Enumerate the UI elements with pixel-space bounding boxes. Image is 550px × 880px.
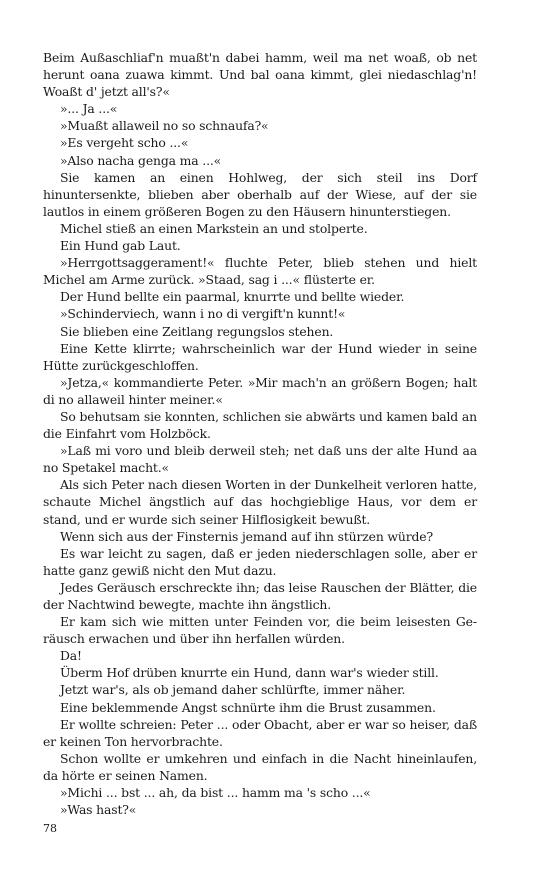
paragraph: Er wollte schreien: Peter ... oder Obacht, aber er war so heiser, daß er keinen Ton hervorbrachte. — [43, 716, 477, 749]
paragraph: Es war leicht zu sagen, daß er jeden niederschlagen solle, aber er hatte ganz gewiß nicht den Mut dazu. — [43, 545, 477, 578]
paragraph: »Muaßt allaweil no so schnaufa?« — [60, 118, 269, 134]
paragraph: Eine Kette klirrte; wahrscheinlich war der Hund wieder in seine Hütte zurückgeschloffen. — [43, 340, 477, 373]
paragraph: Sie blieben eine Zeitlang regungslos stehen. — [60, 323, 334, 339]
page-body — [43, 49, 477, 818]
paragraph: »Laß mi voro und bleib derweil steh; net daß uns der alte Hund aa no Spetakel macht.« — [43, 443, 477, 476]
paragraph: Der Hund bellte ein paarmal, knurrte und bellte wieder. — [60, 289, 405, 305]
page-number: 78 — [43, 822, 57, 835]
paragraph: Michel stieß an einen Markstein an und stolperte. — [60, 220, 368, 236]
paragraph: Er kam sich wie mitten unter Feinden vor, die beim leisesten Geräusch erwachen und über ihn herfallen würden. — [43, 614, 477, 647]
paragraph: »Jetza,« kommandierte Peter. »Mir mach'n an größern Bogen; halt di no allaweil hinter meiner.« — [43, 374, 477, 407]
paragraph: Schon wollte er umkehren und einfach in die Nacht hineinlaufen, da hörte er seinen Namen. — [43, 750, 477, 783]
paragraph: »... Ja ...« — [60, 101, 118, 117]
paragraph: So behutsam sie konnten, schlichen sie abwärts und kamen bald an die Einfahrt vom Holzböck. — [43, 408, 477, 442]
paragraph: Jetzt war's, als ob jemand daher schlürfte, immer näher. — [60, 682, 406, 698]
paragraph: Da! — [60, 648, 82, 664]
paragraph: »Herrgottsaggerament!« fluchte Peter, blieb stehen und hielt Michel am Arme zurück. »Staad, sag i ...« flüsterte er. — [43, 255, 477, 288]
paragraph: Jedes Geräusch erschreckte ihn; das leise Rauschen der Blätter, die der Nachtwind bewegte, machte ihn ängstlich. — [43, 579, 477, 612]
paragraph: Eine beklemmende Angst schnürte ihm die Brust zusammen. — [60, 699, 436, 715]
paragraph: »Es vergeht scho ...« — [60, 135, 189, 151]
paragraph: Wenn sich aus der Finsternis jemand auf ihn stürzen würde? — [60, 528, 433, 544]
paragraph: »Michi ... bst ... ah, da bist ... hamm ma 's scho ...« — [60, 785, 371, 801]
paragraph: Beim Außaschliaf'n muaßt'n dabei hamm, weil ma net woaß, ob net herunt oana zuawa kimmt. Und bal oana kimmt, glei niedaschlag'n! Woaßt d' jetzt all's?« — [43, 50, 477, 100]
paragraph: »Was hast?« — [60, 802, 137, 818]
paragraph: Als sich Peter nach diesen Worten in der Dunkelheit verloren hatte, schaute Michel ängstlich auf das hochgieblige Haus, vor dem er stand, und er wurde sich seiner Hilflosigkeit bewußt. — [43, 477, 477, 527]
paragraph: Ein Hund gab Laut. — [60, 238, 181, 254]
paragraph: »Schinderviech, wann i no di vergift'n kunnt!« — [60, 306, 346, 322]
paragraph: »Also nacha genga ma ...« — [60, 152, 222, 168]
paragraph: Überm Hof drüben knurrte ein Hund, dann war's wieder still. — [60, 665, 439, 681]
paragraph: Sie kamen an einen Hohlweg, der sich steil ins Dorf hinuntersenkte, blieben aber oberhalb auf der Wiese, auf der sie lautlos in einem größeren Bogen zu den Häusern hinunterstiegen. — [43, 169, 477, 219]
